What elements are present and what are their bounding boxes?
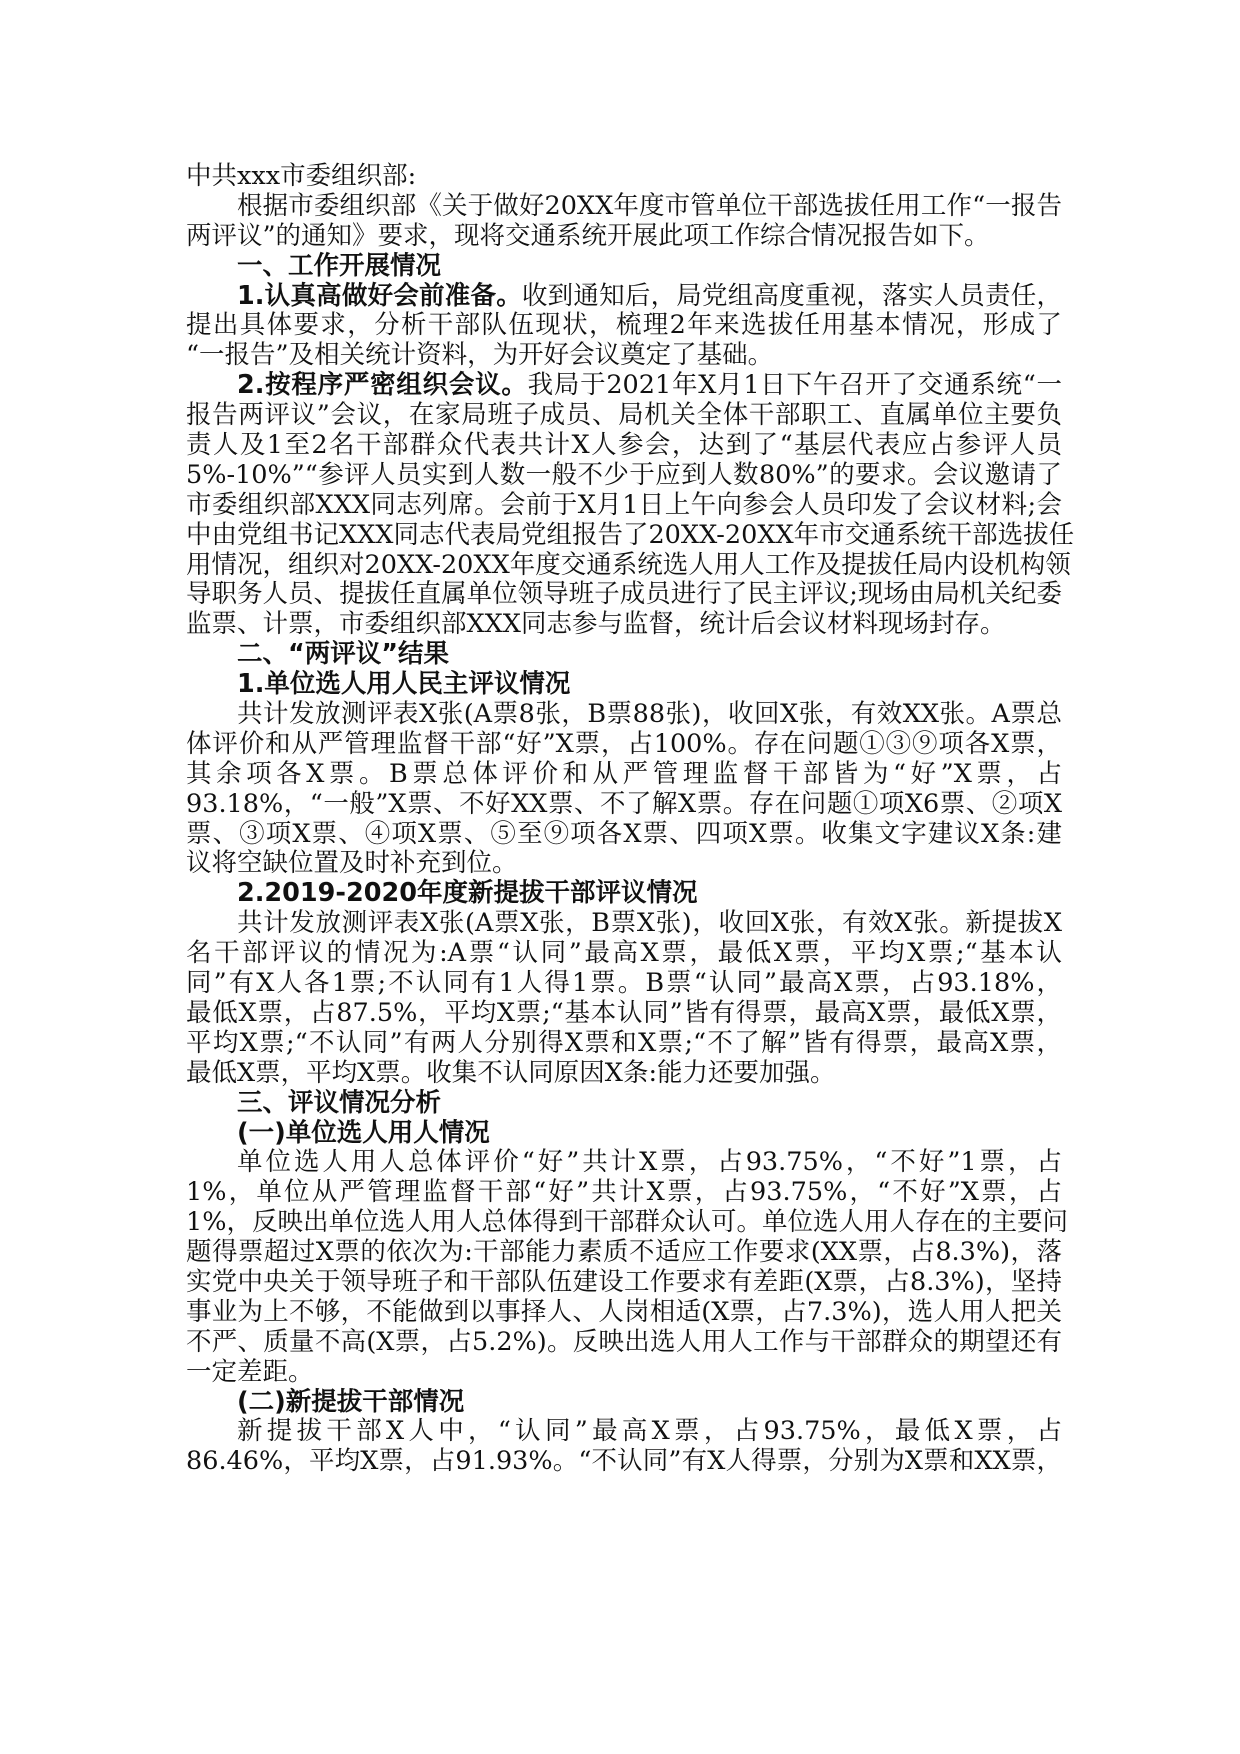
- text-line: [186, 1059, 1062, 1089]
- text-line: [186, 1417, 1062, 1447]
- text-line: [186, 1238, 1062, 1268]
- line-text: 责人及1至2名干部群众代表共计X人参会，达到了“基层代表应占参评人员: [186, 430, 1062, 461]
- text-line: [186, 192, 1062, 222]
- paragraph: [186, 1417, 1062, 1477]
- paragraph: [186, 192, 1062, 252]
- text-line: [186, 849, 1062, 879]
- text-line: [186, 252, 1062, 282]
- text-line: [186, 549, 1071, 581]
- text-line: [186, 461, 1062, 491]
- text-line: [186, 311, 1062, 341]
- line-text: 监票、计票，市委组织部XXX同志参与监督，统计后会议材料现场封存。: [186, 609, 1006, 640]
- line-text: 93.18%，“一般”X票、不好XX票、不了解X票。存在问题①项X6票、②项X: [186, 788, 1062, 819]
- line-text: 导职务人员、提拔任直属单位领导班子成员进行了民主评议;现场由局机关纪委: [186, 579, 1062, 610]
- text-line: [186, 700, 1062, 730]
- bold-lead: 2.按程序严密组织会议。: [237, 370, 528, 401]
- line-text: 市委组织部XXX同志列席。会前于X月1日上午向参会人员印发了会议材料;会: [186, 489, 1062, 520]
- text-line: [186, 371, 1062, 401]
- line-text: 86.46%，平均X票，占91.93%。“不认同”有X人得票，分别为X票和XX票，: [186, 1446, 1062, 1477]
- text-line: [186, 519, 1075, 551]
- text-line: [186, 1447, 1062, 1477]
- line-text: 1%，反映出单位选人用人总体得到干部群众认可。单位选人用人存在的主要问: [186, 1207, 1068, 1238]
- text-line: [186, 909, 1062, 939]
- salutation: [186, 162, 1062, 192]
- line-text: 中由党组书记XXX同志代表局党组报告了20XX-20XX年市交通系统干部选拔任: [186, 519, 1075, 550]
- line-text: 根据市委组织部《关于做好20XX年度市管单位干部选拔任用工作“一报告: [237, 190, 1062, 221]
- text-line: [186, 1268, 1062, 1298]
- line-text: 二、“两评议”结果: [237, 639, 450, 670]
- section-heading: [186, 1388, 1062, 1418]
- line-text: 共计发放测评表X张(A票X张，B票X张)，收回X张，有效X张。新提拔X: [237, 908, 1062, 939]
- document-body: [186, 161, 1075, 1477]
- text-line: [186, 1148, 1062, 1178]
- text-line: [186, 610, 1062, 640]
- text-line: [186, 282, 1062, 312]
- line-text: 新提拔干部X人中，“认同”最高X票，占93.75%，最低X票，占: [237, 1416, 1062, 1447]
- line-text: 一、工作开展情况: [237, 250, 442, 281]
- text-line: [186, 1089, 1062, 1119]
- text-line: [186, 491, 1062, 521]
- text-line: [186, 670, 1062, 700]
- line-text: (二)新提拔干部情况: [237, 1386, 465, 1417]
- line-text: 三、评议情况分析: [237, 1087, 442, 1118]
- line-text: 最低X票，平均X票。收集不认同原因X条:能力还要加强。: [186, 1057, 836, 1088]
- line-text: 最低X票，占87.5%，平均X票;“基本认同”皆有得票，最高X票，最低X票，: [186, 997, 1062, 1028]
- line-text: 5%-10%”“参评人员实到人数一般不少于应到人数80%”的要求。会议邀请了: [186, 459, 1062, 490]
- line-text: 实党中央关于领导班子和干部队伍建设工作要求有差距(X票，占8.3%)，坚持: [186, 1266, 1062, 1297]
- line-text: 共计发放测评表X张(A票8张，B票88张)，收回X张，有效XX张。A票总: [237, 699, 1062, 730]
- text-line: [186, 1298, 1062, 1328]
- section-heading: [186, 670, 1062, 700]
- section-heading: [186, 1119, 1062, 1149]
- line-text: 体评价和从严管理监督干部“好”X票，占100%。存在问题①③⑨项各X票，: [186, 728, 1062, 759]
- line-text: (一)单位选人用人情况: [237, 1117, 490, 1148]
- section-heading: [186, 252, 1062, 282]
- paragraph: [186, 370, 1075, 640]
- line-text: 事业为上不够，不能做到以事择人、人岗相适(X票，占7.3%)，选人用人把关: [186, 1296, 1062, 1327]
- text-line: [186, 790, 1062, 820]
- line-text: 题得票超过X票的依次为:干部能力素质不适应工作要求(XX票，占8.3%)，落: [186, 1237, 1062, 1268]
- text-line: [186, 431, 1062, 461]
- line-text: 中共xxx市委组织部:: [186, 161, 417, 191]
- text-line: [186, 401, 1062, 431]
- line-text: 不严、质量不高(X票，占5.2%)。反映出选人用人工作与干部群众的期望还有: [186, 1326, 1062, 1357]
- paragraph: [186, 909, 1062, 1088]
- line-text: 名干部评议的情况为:A票“认同”最高X票，最低X票，平均X票;“基本认: [186, 938, 1062, 969]
- text-line: [186, 939, 1062, 969]
- text-line: [186, 1119, 1062, 1149]
- text-line: [186, 820, 1062, 850]
- section-heading: [186, 640, 1062, 670]
- section-heading: [186, 1089, 1062, 1119]
- line-text: 收到通知后，局党组高度重视，落实人员责任，: [521, 280, 1062, 311]
- line-text: 议将空缺位置及时补充到位。: [186, 848, 518, 879]
- text-line: [186, 162, 1062, 192]
- line-text: 票、③项X票、④项X票、⑤至⑨项各X票、四项X票。收集文字建议X条:建: [186, 818, 1062, 849]
- line-text: 2.2019-2020年度新提拔干部评议情况: [237, 878, 698, 909]
- line-text: 提出具体要求，分析干部队伍现状，梳理2年来选拔任用基本情况，形成了: [186, 310, 1062, 341]
- text-line: [186, 341, 1062, 371]
- line-text: 我局于2021年X月1日下午召开了交通系统“一: [527, 370, 1062, 401]
- bold-lead: 1.认真高做好会前准备。: [237, 280, 522, 311]
- text-line: [186, 1358, 1062, 1388]
- section-heading: [186, 879, 1062, 909]
- line-text: 一定差距。: [186, 1356, 314, 1387]
- text-line: [186, 1029, 1062, 1059]
- line-text: 平均X票;“不认同”有两人分别得X票和X票;“不了解”皆有得票，最高X票，: [186, 1027, 1062, 1058]
- line-text: 单位选人用人总体评价“好”共计X票，占93.75%，“不好”1票，占: [237, 1147, 1062, 1178]
- text-line: [186, 580, 1062, 610]
- text-line: [186, 1207, 1068, 1238]
- text-line: [186, 879, 1062, 909]
- text-line: [186, 640, 1062, 670]
- line-text: “一报告”及相关统计资料，为开好会议奠定了基础。: [186, 340, 774, 371]
- line-text: 用情况，组织对20XX-20XX年度交通系统选人用人工作及提拔任局内设机构领: [186, 549, 1071, 580]
- text-line: [186, 730, 1062, 760]
- line-text: 同”有X人各1票;不认同有1人得1票。B票“认同”最高X票，占93.18%，: [186, 968, 1062, 999]
- line-text: 1.单位选人用人民主评议情况: [237, 669, 571, 700]
- text-line: [186, 969, 1062, 999]
- paragraph: [186, 1147, 1068, 1387]
- text-line: [186, 760, 1062, 790]
- text-line: [186, 999, 1062, 1029]
- line-text: 1%，单位从严管理监督干部“好”共计X票，占93.75%，“不好”X票，占: [186, 1177, 1062, 1208]
- paragraph: [186, 282, 1062, 372]
- line-text: 其余项各X票。B票总体评价和从严管理监督干部皆为“好”X票，占: [186, 758, 1062, 789]
- line-text: 两评议”的通知》要求，现将交通系统开展此项工作综合情况报告如下。: [186, 220, 990, 251]
- paragraph: [186, 700, 1062, 879]
- text-line: [186, 222, 1062, 252]
- text-line: [186, 1388, 1062, 1418]
- text-line: [186, 1328, 1062, 1358]
- line-text: 报告两评议”会议，在家局班子成员、局机关全体干部职工、直属单位主要负: [186, 400, 1062, 431]
- text-line: [186, 1178, 1062, 1208]
